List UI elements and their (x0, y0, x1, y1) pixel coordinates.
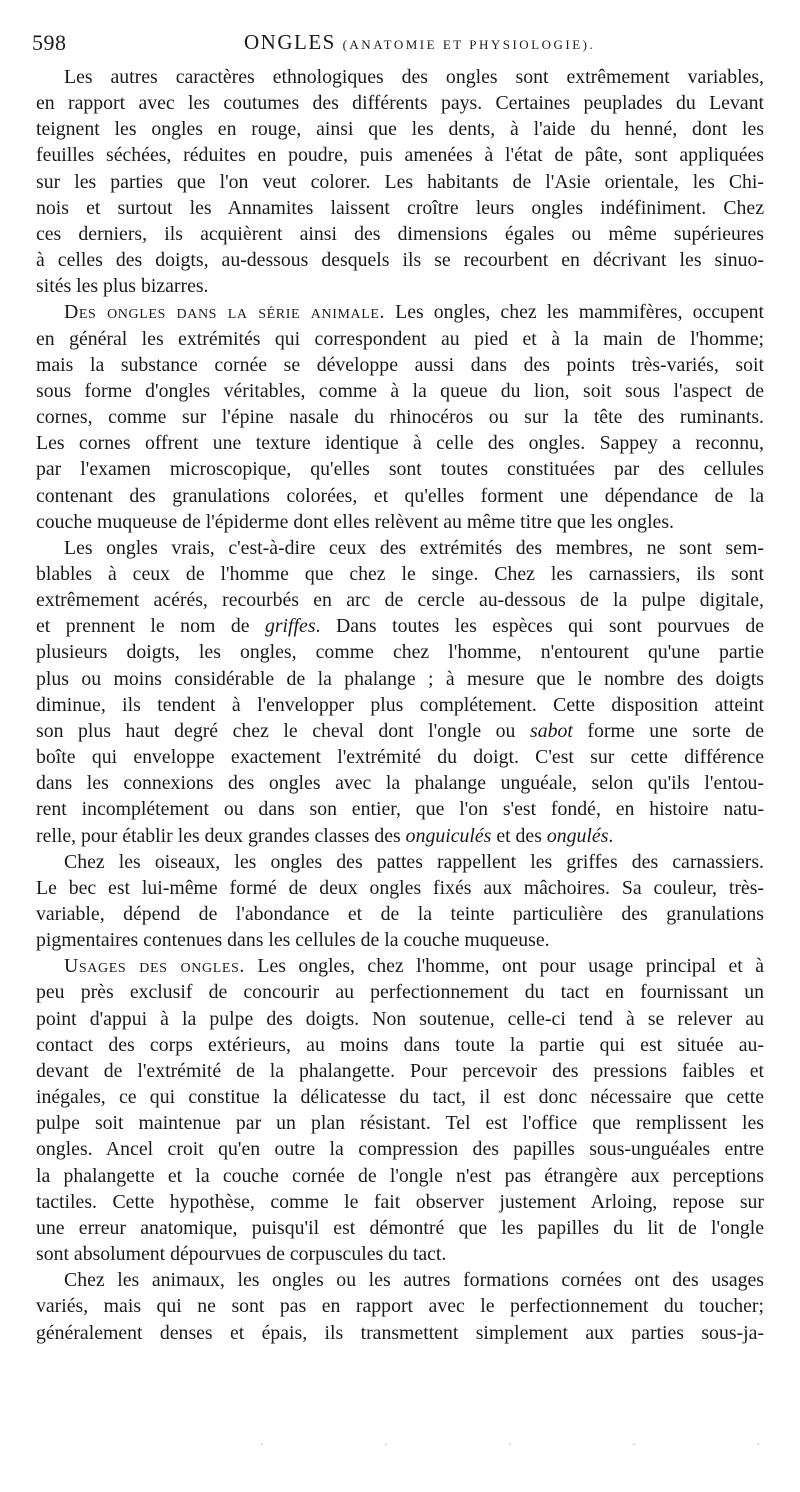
text-line: inégales, ce qui constitue la délicatesse du tact, il est donc nécessaire que cette (36, 1086, 764, 1109)
text-line: plus ou moins considérable de la phalange ; à mesure que le nombre des doigts (36, 667, 764, 690)
text-fragment: Les ongles, chez l'homme, ont pour usage principal et à (257, 955, 765, 978)
section-heading: Usages des ongles. (64, 955, 245, 978)
footer-dot: · (260, 1440, 264, 1451)
body-text (36, 64, 764, 1346)
term-ongules: ongulés (546, 824, 609, 847)
text-line: sous forme d'ongles véritables, comme à la queue du lion, soit sous l'aspect de (36, 379, 764, 402)
footer-dot: · (756, 1440, 760, 1451)
term-griffes: griffes (264, 615, 316, 638)
text-line: Le bec est lui-même formé de deux ongles fixés aux mâchoires. Sa couleur, très- (36, 876, 764, 899)
text-line: pigmentaires contenues dans les cellules de la couche muqueuse. (36, 929, 550, 952)
text-line: Chez les oiseaux, les ongles des pattes rappellent les griffes des carnassiers. (64, 850, 764, 873)
text-line: cornes, comme sur l'épine nasale du rhinocéros ou sur la tête des ruminants. (36, 406, 764, 429)
text-line: mais la substance cornée se développe aussi dans des points très-variés, soit (36, 353, 764, 376)
paragraph-usages (36, 953, 764, 1267)
text-line: nois et surtout les Annamites laissent croître leurs ongles indéfiniment. Chez (36, 196, 764, 219)
text-line: teignent les ongles en rouge, ainsi que les dents, à l'aide du henné, dont les (36, 118, 764, 141)
text-line (36, 823, 764, 849)
text-line: tactiles. Cette hypothèse, comme le fait observer justement Arloing, repose sur (36, 1190, 764, 1213)
paragraph-true-nails (36, 535, 764, 849)
text-line: blables à ceux de l'homme que chez le singe. Chez les carnassiers, ils sont (36, 562, 764, 585)
paragraph-animals (36, 1267, 764, 1345)
text-line: extrêmement acérés, recourbés en arc de cercle au-dessous de la pulpe digitale, (36, 589, 764, 612)
text-line: sont absolument dépourvues de corpuscules du tact. (36, 1243, 447, 1266)
text-line: variable, dépend de l'abondance et de la teinte particulière des granulations (36, 903, 764, 925)
text-line: contenant des granulations colorées, et qu'elles forment une dépendance de la (36, 484, 764, 507)
page-number: 598 (32, 30, 67, 55)
term-onguicules: onguiculés (405, 824, 492, 847)
paragraph-ethnology (36, 64, 764, 299)
text-line: feuilles séchées, réduites en poudre, puis amenées à l'état de pâte, sont appliquées (36, 144, 764, 167)
text-line: sur les parties que l'on veut colorer. Les habitants de l'Asie orientale, les Chi- (36, 170, 764, 193)
text-fragment: et des (491, 824, 547, 847)
text-line: par l'examen microscopique, qu'elles sont toutes constituées par des cellules (36, 458, 764, 481)
text-line: ongles. Ancel croit qu'en outre la compression des papilles sous-unguéales entre (36, 1138, 764, 1161)
text-fragment: . Dans toutes les espèces qui sont pourvues de (315, 615, 764, 638)
paragraph-animal-series (36, 299, 764, 534)
text-line: Les cornes offrent une texture identique à celle des ongles. Sappey a reconnu, (36, 432, 764, 455)
text-line: Les ongles vrais, c'est-à-dire ceux des extrémités des membres, ne sont sem- (64, 536, 764, 559)
text-line: devant de l'extrémité de la phalangette. Pour percevoir des pressions faibles et (36, 1059, 764, 1082)
text-line: boîte qui enveloppe exactement l'extrémité du doigt. C'est sur cette différence (36, 746, 764, 769)
text-line (36, 718, 764, 744)
text-line (36, 953, 764, 979)
text-fragment: . (608, 824, 614, 847)
footer-dot: · (632, 1440, 636, 1451)
text-line: diminue, ils tendent à l'envelopper plus complétement. Cette disposition atteint (36, 693, 764, 716)
text-line (36, 299, 764, 325)
text-line: en général les extrémités qui correspondent au pied et à la main de l'homme; (36, 327, 764, 350)
section-heading: Des ongles dans la série animale. (64, 301, 386, 324)
text-line: contact des corps extérieurs, au moins dans toute la partie qui est située au- (36, 1033, 764, 1056)
text-fragment: forme une sorte de (572, 719, 764, 742)
text-line: pulpe soit maintenue par un plan résistant. Tel est l'office que remplissent les (36, 1112, 764, 1135)
text-line: à celles des doigts, au-dessous desquels ils se recourbent en décrivant les sinuo- (36, 249, 764, 272)
text-line: rent incomplétement ou dans son entier, que l'on s'est fondé, en histoire natu- (36, 798, 764, 821)
text-fragment: son plus haut degré chez le cheval dont l'ongle ou (36, 719, 530, 742)
running-head-title: ONGLES (244, 30, 336, 54)
text-fragment: Les ongles, chez les mammifères, occupent (395, 301, 765, 324)
footer-dot: · (508, 1440, 512, 1451)
page-header (32, 30, 772, 60)
text-line: Chez les animaux, les ongles ou les autres formations cornées ont des usages (64, 1269, 764, 1292)
running-head (244, 30, 595, 55)
text-line: point d'appui à la pulpe des doigts. Non soutenue, celle-ci tend à se relever au (36, 1007, 764, 1030)
text-line: une erreur anatomique, puisqu'il est démontré que les papilles du lit de l'ongle (36, 1216, 764, 1239)
text-line (36, 613, 764, 639)
term-sabot: sabot (530, 719, 573, 742)
text-line: la phalangette et la couche cornée de l'ongle n'est pas étrangère aux perceptions (36, 1164, 764, 1187)
running-head-subtitle: (ANATOMIE ET PHYSIOLOGIE). (342, 37, 596, 52)
text-line: dans les connexions des ongles avec la phalange unguéale, selon qu'ils l'entou- (36, 772, 764, 795)
text-line: sités les plus bizarres. (36, 275, 209, 298)
footer-dot: · (384, 1440, 388, 1451)
text-line: généralement denses et épais, ils transmettent simplement aux parties sous-ja- (36, 1321, 764, 1344)
text-line: couche muqueuse de l'épiderme dont elles relèvent au même titre que les ongles. (36, 510, 674, 533)
paragraph-birds (36, 849, 764, 954)
text-fragment: et prennent le nom de (36, 615, 265, 638)
footer-marks (260, 1440, 760, 1450)
text-line: peu près exclusif de concourir au perfectionnement du tact en fournissant un (36, 981, 764, 1004)
text-line: en rapport avec les coutumes des différents pays. Certaines peuplades du Levant (36, 92, 764, 115)
text-line: variés, mais qui ne sont pas en rapport avec le perfectionnement du toucher; (36, 1295, 764, 1318)
text-line: ces derniers, ils acquièrent ainsi des dimensions égales ou même supérieures (36, 222, 764, 245)
text-line: Les autres caractères ethnologiques des ongles sont extrêmement variables, (64, 66, 764, 88)
text-fragment: relle, pour établir les deux grandes classes des (36, 824, 406, 847)
text-line: plusieurs doigts, les ongles, comme chez l'homme, n'entourent qu'une partie (36, 641, 764, 664)
